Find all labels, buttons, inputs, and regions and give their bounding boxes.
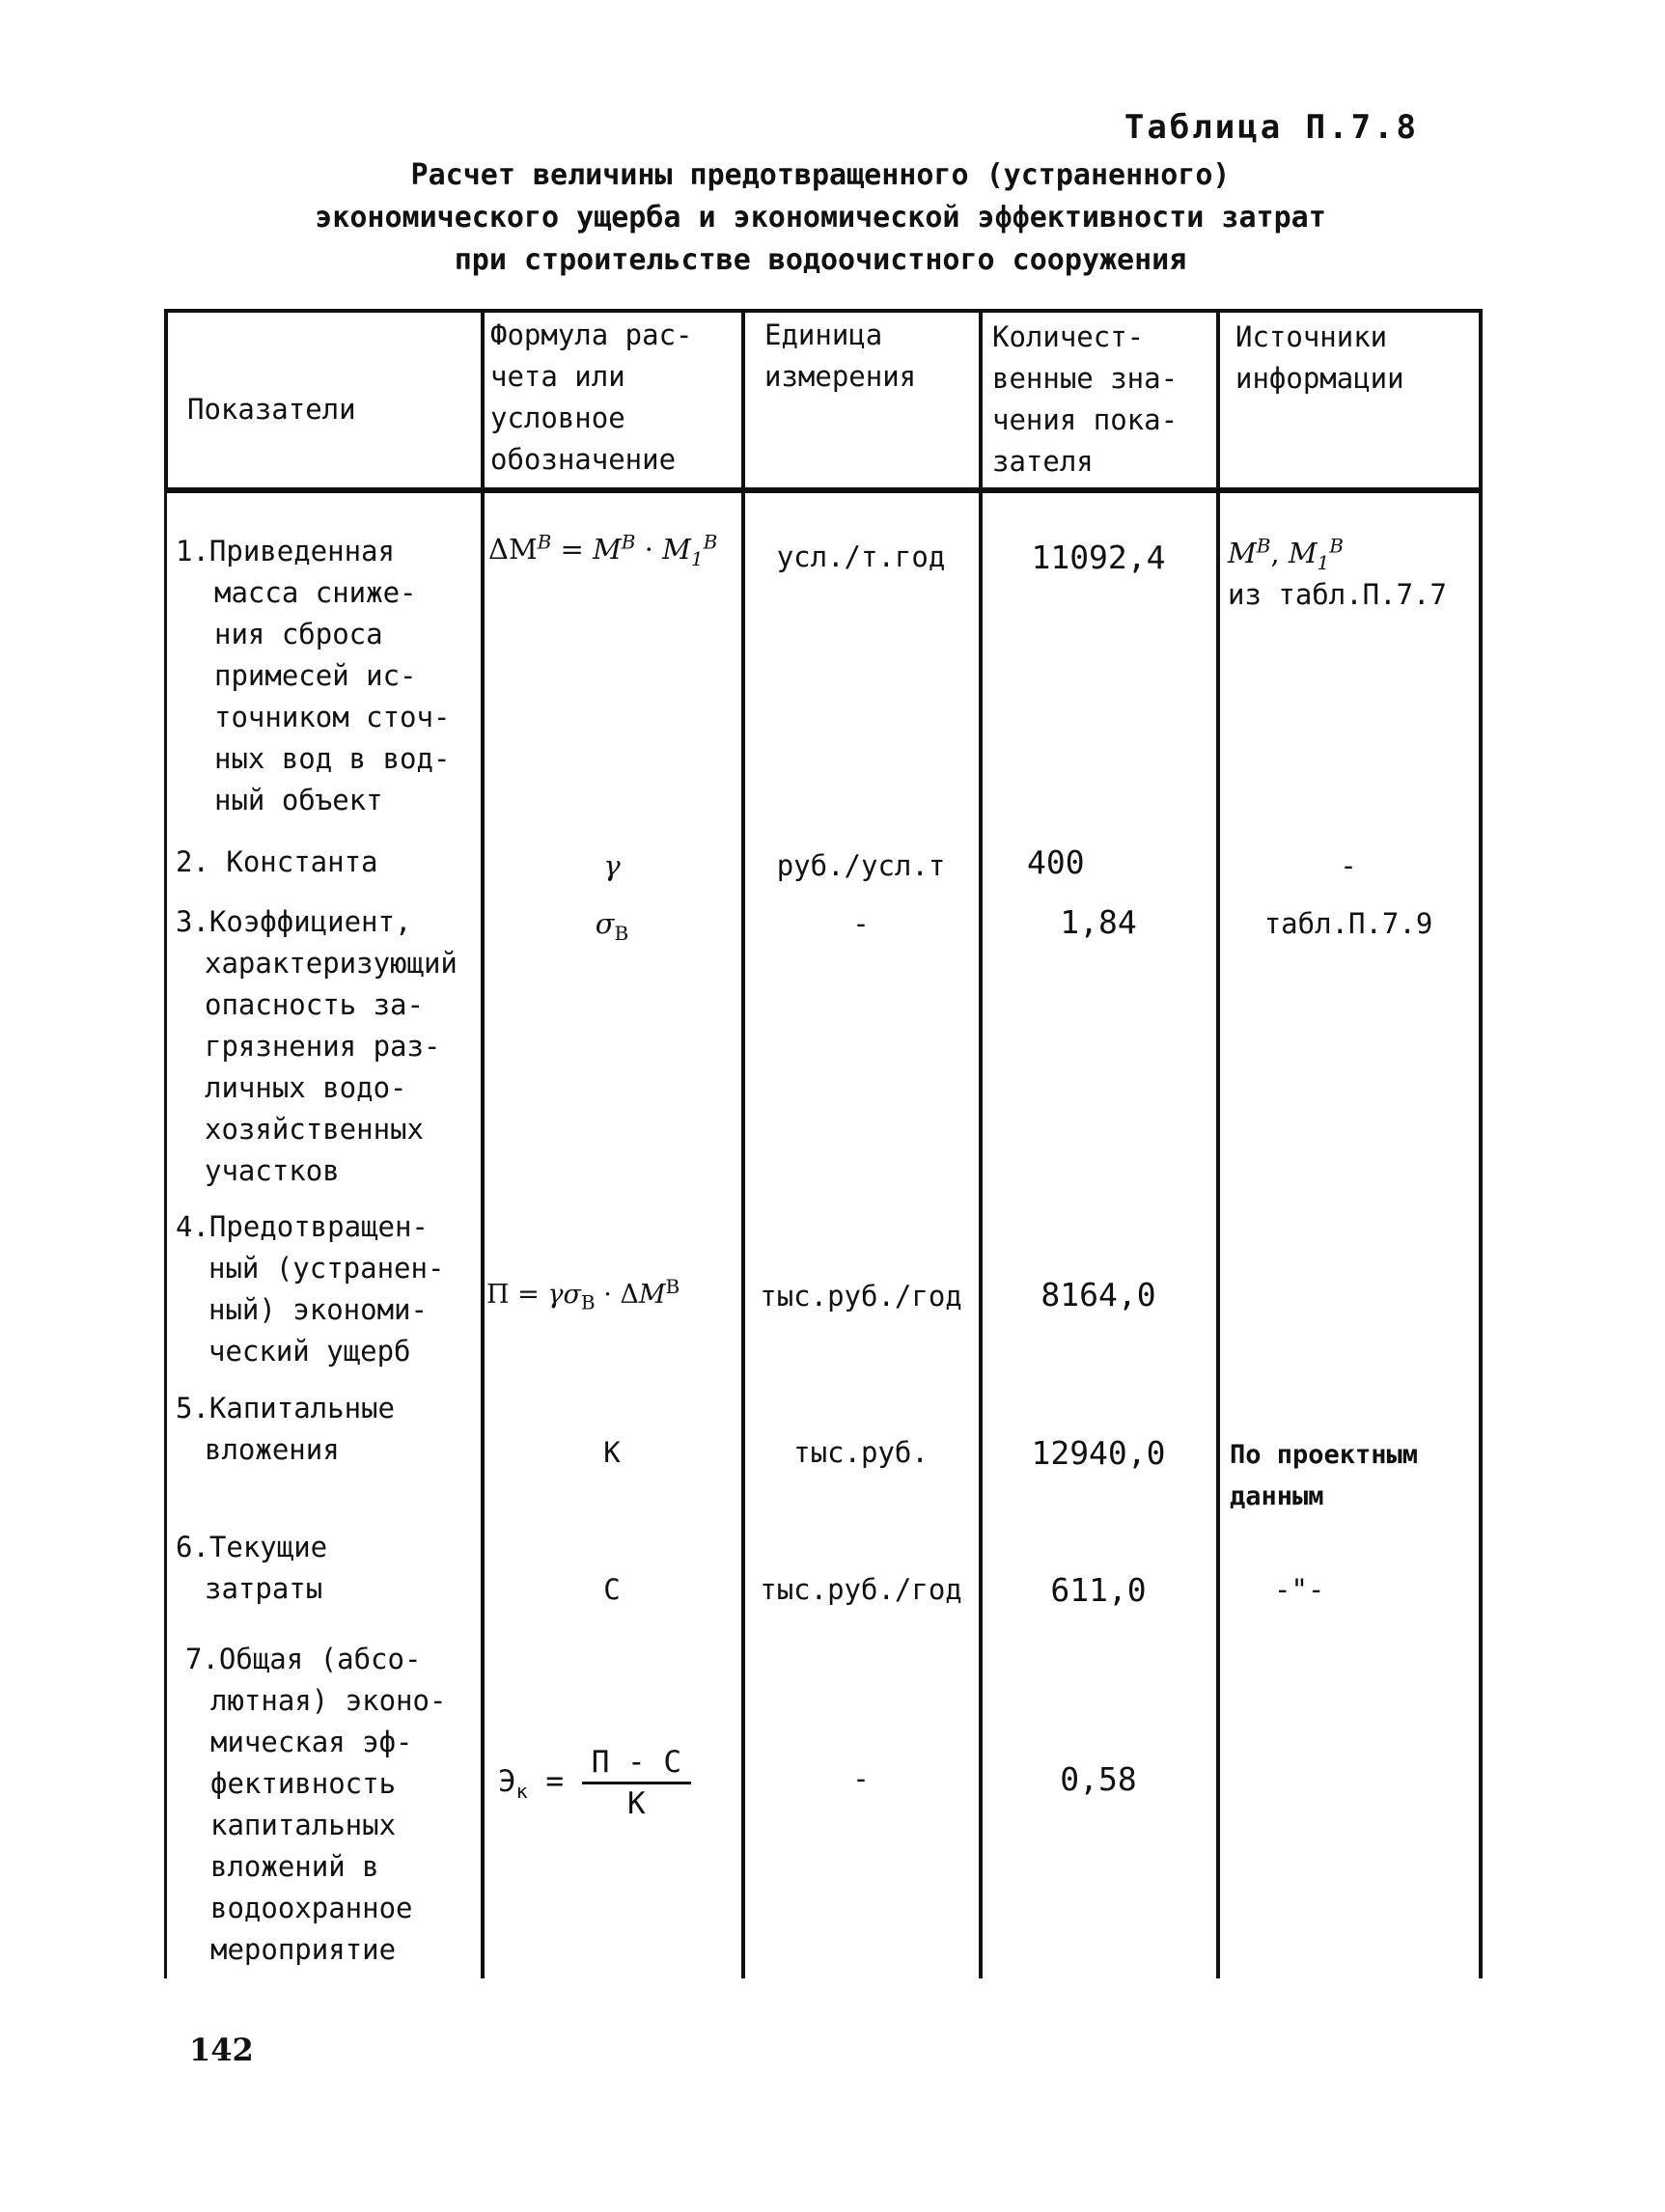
- table-row-7-indicator: [176, 1639, 446, 1971]
- table-top-border: [164, 309, 1483, 313]
- indicator-line: ния сброса: [214, 618, 383, 650]
- table-row-6-formula: C: [603, 1573, 621, 1606]
- data-table: [164, 309, 1483, 1978]
- formula-part: · Δ: [595, 1280, 639, 1310]
- table-row-2-indicator: 2. Константа: [176, 845, 378, 878]
- column-divider: [1216, 309, 1220, 1978]
- indicator-line: водоохранное: [210, 1892, 413, 1924]
- header-line: Источники: [1235, 320, 1388, 353]
- indicator-line: капитальных: [210, 1809, 397, 1841]
- table-row-4-formula: [486, 1274, 680, 1315]
- header-unit: [764, 315, 916, 398]
- table-row-6-unit: тыс.руб./год: [760, 1573, 962, 1606]
- header-line: чения пока-: [992, 403, 1179, 436]
- indicator-line: мическая эф-: [210, 1726, 413, 1758]
- table-row-3-formula: [485, 903, 739, 945]
- formula-part: B: [1329, 534, 1344, 558]
- formula-part: B: [580, 1290, 596, 1314]
- title-line: при строительстве водоочистного сооружения: [454, 243, 1187, 277]
- header-value: [992, 317, 1178, 483]
- formula-part: ,: [1270, 537, 1289, 569]
- indicator-line: опасность за-: [205, 988, 424, 1021]
- indicator-line: 7.Общая (абсо-: [185, 1643, 422, 1675]
- formula-part: B: [614, 921, 629, 945]
- header-line: Показатели: [187, 393, 356, 426]
- table-row-5-unit: тыс.руб.: [793, 1436, 929, 1469]
- formula-part: 1: [690, 546, 704, 570]
- formula-part: B: [537, 530, 552, 554]
- table-row-4-value: 8164,0: [1041, 1276, 1156, 1313]
- table-row-3-value: 1,84: [1060, 903, 1137, 941]
- header-line: условное: [490, 401, 625, 434]
- table-row-5-indicator: [176, 1388, 395, 1471]
- header-formula: [490, 315, 693, 481]
- table-row-3-unit: -: [852, 907, 870, 940]
- formula-part: M: [662, 533, 691, 566]
- formula-part: γ: [547, 1280, 564, 1310]
- indicator-line: точником сточ-: [214, 701, 451, 733]
- header-line: Формула рас-: [490, 318, 693, 351]
- table-title: [164, 154, 1477, 282]
- source-line: данным: [1230, 1481, 1324, 1511]
- indicator-line: 5.Капитальные: [176, 1392, 395, 1424]
- formula-part: σ: [563, 1280, 581, 1310]
- table-row-1-source: [1228, 533, 1447, 616]
- table-row-1-unit: усл./т.год: [776, 540, 946, 573]
- formula-part: =: [527, 1764, 582, 1799]
- indicator-line: личных водо-: [205, 1071, 407, 1104]
- indicator-line: 6.Текущие: [176, 1531, 328, 1563]
- column-divider: [481, 309, 485, 1978]
- formula-part: ΔM: [488, 533, 538, 566]
- formula-part: B: [621, 530, 636, 554]
- table-row-1-formula: [488, 529, 717, 570]
- indicator-line: лютная) эконо-: [210, 1684, 447, 1717]
- table-row-6-value: 611,0: [1050, 1571, 1147, 1609]
- table-row-1-value: 11092,4: [1031, 539, 1166, 576]
- title-line: Расчет величины предотвращенного (устраненного): [410, 158, 1231, 192]
- indicator-line: ный объект: [214, 784, 383, 816]
- column-divider: [164, 309, 168, 492]
- indicator-line: 1.Приведенная: [176, 535, 395, 567]
- formula-part: B: [703, 530, 718, 554]
- formula-part: M: [1288, 537, 1318, 569]
- header-line: Единица: [764, 318, 883, 351]
- indicator-line: ческий ущерб: [208, 1335, 411, 1368]
- formula-part: 1: [1317, 550, 1330, 574]
- fraction-numerator: П - C: [582, 1743, 691, 1784]
- indicator-line: ный) экономи-: [208, 1293, 428, 1326]
- table-row-2-formula: γ: [603, 849, 621, 882]
- table-label: Таблица П.7.8: [1124, 108, 1419, 147]
- header-line: измерения: [764, 360, 917, 393]
- table-row-7-formula: [498, 1743, 691, 1823]
- table-row-7-unit: -: [852, 1762, 870, 1795]
- indicator-line: вложений в: [210, 1850, 379, 1883]
- header-source: [1235, 317, 1404, 400]
- source-formula: [1228, 533, 1447, 574]
- header-line: обозначение: [490, 443, 677, 476]
- table-row-4-unit: тыс.руб./год: [760, 1280, 962, 1313]
- formula-part: к: [515, 1780, 528, 1804]
- source-line: из табл.П.7.7: [1228, 578, 1447, 611]
- indicator-line: масса сниже-: [214, 576, 417, 609]
- table-row-3-indicator: [176, 901, 458, 1192]
- header-line: зателя: [992, 445, 1094, 478]
- formula-part: B: [1256, 534, 1271, 558]
- table-row-7-value: 0,58: [1060, 1760, 1137, 1798]
- indicator-line: хозяйственных: [205, 1113, 424, 1146]
- formula-part: =: [551, 533, 594, 566]
- formula-part: П =: [486, 1280, 548, 1310]
- indicator-line: фективность: [210, 1767, 397, 1800]
- page-number: 142: [189, 2032, 254, 2068]
- table-row-5-source: [1230, 1434, 1418, 1517]
- table-row-5-value: 12940,0: [1031, 1434, 1166, 1472]
- source-line: По проектным: [1230, 1440, 1419, 1470]
- formula-part: B: [665, 1275, 680, 1298]
- table-row-3-source: табл.П.7.9: [1263, 907, 1433, 940]
- fraction: [582, 1743, 691, 1823]
- table-row-5-formula: K: [603, 1436, 621, 1469]
- indicator-line: мероприятие: [210, 1933, 397, 1966]
- indicator-line: 4.Предотвращен-: [176, 1210, 429, 1243]
- table-row-1-indicator: [176, 531, 450, 821]
- table-row-4-indicator: [176, 1206, 444, 1372]
- title-line: экономического ущерба и экономической эффективности затрат: [315, 201, 1326, 235]
- header-bottom-border: [164, 487, 1483, 493]
- formula-part: M: [593, 533, 622, 566]
- header-line: информации: [1235, 362, 1404, 395]
- indicator-line: характеризующий: [205, 947, 458, 980]
- table-row-6-source: -"-: [1274, 1573, 1325, 1606]
- table-row-6-indicator: [176, 1527, 327, 1610]
- header-line: чета или: [490, 360, 625, 393]
- indicator-line: затраты: [205, 1572, 323, 1605]
- row-1-left-border: [164, 492, 167, 1978]
- indicator-line: ных вод в вод-: [214, 742, 451, 775]
- table-row-2-unit: руб./усл.т: [776, 849, 946, 882]
- indicator-line: вложения: [205, 1433, 340, 1466]
- header-indicators: [187, 389, 356, 430]
- table-row-2-source: -: [1340, 849, 1357, 882]
- formula-part: Э: [498, 1764, 516, 1799]
- formula-part: M: [638, 1280, 666, 1310]
- indicator-line: 3.Коэффициент,: [176, 905, 412, 938]
- indicator-line: примесей ис-: [214, 659, 417, 692]
- formula-part: M: [1228, 537, 1257, 569]
- header-line: венные зна-: [992, 362, 1179, 395]
- indicator-line: ный (устранен-: [208, 1252, 445, 1285]
- indicator-line: участков: [205, 1154, 340, 1187]
- indicator-line: грязнения раз-: [205, 1030, 441, 1063]
- fraction-denominator: K: [627, 1786, 646, 1821]
- header-line: Количест-: [992, 320, 1145, 353]
- table-row-2-value: 400: [1027, 843, 1085, 881]
- formula-part: ·: [635, 533, 663, 566]
- column-divider: [1479, 309, 1483, 1978]
- formula-part: σ: [595, 907, 615, 940]
